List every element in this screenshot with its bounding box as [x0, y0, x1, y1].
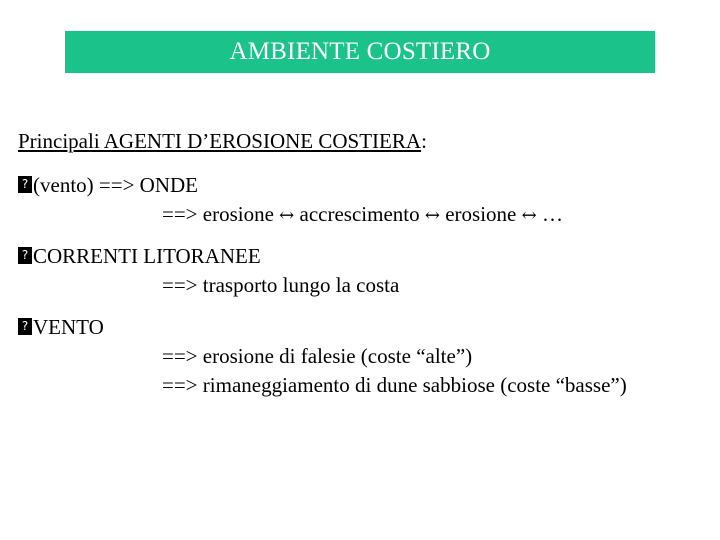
- bullet-icon: ?: [18, 176, 32, 193]
- list-item-detail: [162, 273, 399, 297]
- detail-text: ==> erosione: [162, 202, 280, 226]
- section-heading-text: Principali AGENTI D’EROSIONE COSTIERA: [18, 129, 422, 153]
- bullet-icon: ?: [18, 318, 32, 335]
- list-item-onde: [18, 173, 198, 197]
- list-item-detail: [162, 344, 472, 368]
- detail-text: ==> erosione di falesie (coste “alte”): [162, 344, 473, 368]
- list-item-detail: [162, 202, 563, 228]
- double-arrow-icon: ↔: [424, 205, 440, 226]
- page-title: AMBIENTE COSTIERO: [229, 38, 491, 65]
- section-heading: [18, 129, 427, 153]
- list-item-label: CORRENTI LITORANEE: [33, 244, 261, 268]
- list-item-vento: [18, 315, 104, 339]
- list-item-detail: [162, 373, 627, 397]
- section-heading-colon: :: [421, 129, 427, 153]
- detail-text: accrescimento: [294, 202, 425, 226]
- list-item-correnti: [18, 244, 261, 268]
- list-item-label: (vento) ==> ONDE: [33, 173, 198, 197]
- bullet-icon: ?: [18, 247, 32, 264]
- list-item-label: VENTO: [33, 315, 104, 339]
- double-arrow-icon: ↔: [521, 205, 537, 226]
- double-arrow-icon: ↔: [279, 205, 295, 226]
- detail-text: …: [536, 202, 563, 226]
- title-banner: [65, 31, 655, 73]
- detail-text: erosione: [439, 202, 522, 226]
- detail-text: ==> trasporto lungo la costa: [162, 273, 400, 297]
- detail-text: ==> rimaneggiamento di dune sabbiose (coste “basse”): [162, 373, 627, 397]
